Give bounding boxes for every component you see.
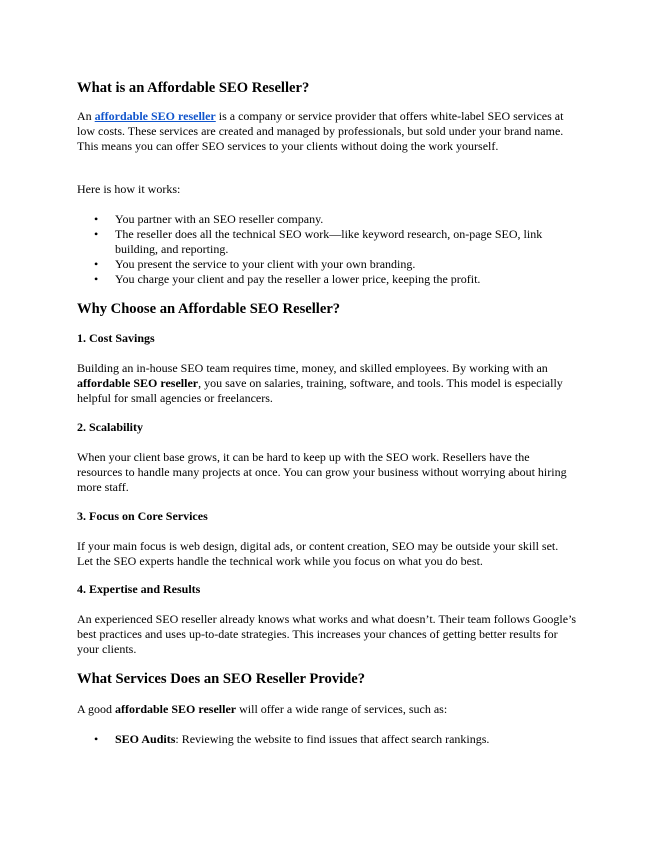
reason-body [77,612,577,657]
how-it-works-label: Here is how it works: [77,182,181,196]
intro-rest: is a company or service provider that offers white-label SEO services at low costs. These services are created and managed by professionals, but sold under your brand name. This means you can offer SEO services to your clients without doing the work yourself. [77,109,564,153]
reason-body [77,539,577,569]
list-item [77,227,577,257]
list-item-text: You charge your client and pay the reseller a lower price, keeping the profit. [115,272,481,286]
heading-what-is: What is an Affordable SEO Reseller? [77,80,310,96]
reason-text: If your main focus is web design, digital ads, or content creation, SEO may be outside your skill set. Let the SEO experts handle the technical work while you focus on what you do best. [77,539,559,568]
reason-title: 1. Cost Savings [77,331,155,345]
services-intro-text: A good [77,702,116,716]
bullet: • [94,257,99,271]
heading-services: What Services Does an SEO Reseller Provide? [77,671,366,687]
bullet: • [94,732,99,746]
intro-prefix: An [77,109,95,123]
list-item [77,212,577,227]
reason-body [77,450,577,495]
reason-text: , you save on salaries, training, software, and tools. This model is especially helpful for small agencies or freelancers. [77,376,563,405]
services-intro [77,702,577,717]
heading-why-choose: Why Choose an Affordable SEO Reseller? [77,301,341,317]
reason-text: An experienced SEO reseller already knows what works and what doesn’t. Their team follows Google’s best practices and uses up-to-date strategies. This increases your chances of getting better results for your clients. [77,612,577,656]
list-item [77,732,577,747]
services-list [77,732,577,747]
list-item [77,272,577,287]
list-item-text: You partner with an SEO reseller company. [115,212,324,226]
reason-bold: affordable SEO reseller [77,376,199,390]
list-item-text: You present the service to your client with your own branding. [115,257,416,271]
reason-title: 3. Focus on Core Services [77,509,208,523]
reason-body [77,361,577,406]
service-name: SEO Audits [115,732,176,746]
reason-title: 2. Scalability [77,420,144,434]
bullet: • [94,272,99,286]
reason-text: Building an in-house SEO team requires time, money, and skilled employees. By working with an [77,361,548,375]
list-item-text: The reseller does all the technical SEO work—like keyword research, on-page SEO, link building, and reporting. [115,227,543,256]
service-desc: : Reviewing the website to find issues that affect search rankings. [175,732,490,746]
affordable-seo-reseller-link[interactable]: affordable SEO reseller [94,109,216,123]
bullet: • [94,227,99,241]
list-item [77,257,577,272]
bullet: • [94,212,99,226]
intro-paragraph [77,109,577,154]
services-intro-text: will offer a wide range of services, such as: [236,702,448,716]
how-it-works-list [77,212,577,287]
services-intro-bold: affordable SEO reseller [115,702,237,716]
reason-title: 4. Expertise and Results [77,582,201,596]
reason-text: When your client base grows, it can be hard to keep up with the SEO work. Resellers have the resources to handle many projects at once. You can grow your business without worrying about hiring more staff. [77,450,567,494]
